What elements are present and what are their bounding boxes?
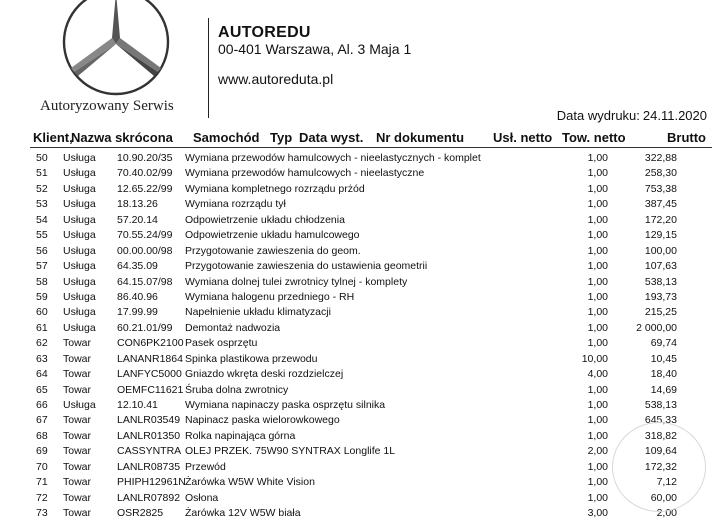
- row-code: LANLR07892: [117, 491, 181, 504]
- table-row: [0, 444, 719, 459]
- col-gross: Brutto: [667, 130, 706, 145]
- row-number: 58: [36, 275, 48, 288]
- row-quantity: 1,00: [587, 167, 608, 180]
- row-number: 66: [36, 399, 48, 411]
- row-quantity: 1,00: [587, 152, 608, 164]
- row-number: 70: [36, 460, 48, 473]
- row-type: Towar: [63, 337, 92, 350]
- row-type: Towar: [63, 383, 92, 396]
- table-row: [0, 213, 719, 228]
- row-type: Usługa: [63, 290, 96, 303]
- row-gross: 107,63: [644, 260, 677, 273]
- table-row: [0, 228, 719, 243]
- print-date-value: 24.11.2020: [642, 108, 707, 123]
- row-quantity: 1,00: [587, 213, 608, 226]
- row-number: 67: [36, 414, 48, 427]
- company-name: AUTOREDU: [218, 24, 311, 41]
- row-name: Odpowietrzenie układu chłodzenia: [185, 213, 345, 226]
- row-number: 51: [36, 167, 48, 180]
- row-number: 57: [36, 260, 48, 273]
- col-type: Typ: [270, 130, 293, 145]
- row-type: Usługa: [63, 167, 96, 180]
- row-code: 12.10.41: [117, 399, 158, 411]
- row-name: Pasek osprzętu: [185, 337, 258, 350]
- table-row: [0, 244, 719, 259]
- row-name: Przygotowanie zawieszenia do ustawienia geometrii: [185, 260, 428, 273]
- row-gross: 7,12: [656, 476, 677, 489]
- table-row: [0, 429, 719, 444]
- row-number: 60: [36, 306, 48, 319]
- row-number: 69: [36, 445, 48, 458]
- mercedes-star-logo: [56, 0, 176, 96]
- row-name: Gniazdo wkręta deski rozdzielczej: [185, 368, 344, 381]
- row-name: Przygotowanie zawieszenia do geom.: [185, 244, 361, 257]
- table-row: [0, 491, 719, 506]
- row-name: Spinka plastikowa przewodu: [185, 352, 318, 365]
- row-type: Towar: [63, 476, 92, 489]
- row-quantity: 10,00: [581, 352, 608, 365]
- header-underline: [30, 147, 712, 148]
- row-code: 70.55.24/99: [117, 229, 173, 242]
- row-quantity: 1,00: [587, 429, 608, 442]
- row-number: 62: [36, 337, 48, 350]
- row-code: CON6PK2100: [117, 337, 184, 350]
- row-number: 59: [36, 290, 48, 303]
- table-row: [0, 336, 719, 351]
- col-car: Samochód: [193, 130, 260, 145]
- row-number: 71: [36, 476, 48, 489]
- row-gross: 14,69: [650, 383, 677, 396]
- row-type: Usługa: [63, 198, 96, 211]
- row-name: Wymiana przewodów hamulcowych - nieelastyczne: [185, 167, 425, 180]
- row-code: CASSYNTRA: [117, 445, 182, 458]
- row-code: 64.15.07/98: [117, 275, 173, 288]
- row-gross: 2 000,00: [636, 321, 677, 334]
- table-row: [0, 197, 719, 212]
- row-number: 53: [36, 198, 48, 211]
- row-name: Wymiana kompletnego rozrządu prżód: [185, 182, 365, 195]
- row-gross: 538,13: [644, 399, 677, 411]
- row-name: Przewód: [185, 460, 226, 473]
- row-type: Usługa: [63, 182, 96, 195]
- row-number: 73: [36, 507, 48, 520]
- table-row: [0, 166, 719, 181]
- row-name: Napinacz paska wielorowkowego: [185, 414, 340, 427]
- table-row: [0, 275, 719, 290]
- row-number: 61: [36, 321, 48, 334]
- table-row: [0, 305, 719, 320]
- row-name: Osłona: [185, 491, 219, 504]
- row-code: 64.35.09: [117, 260, 158, 273]
- row-code: 86.40.96: [117, 290, 158, 303]
- row-quantity: 1,00: [587, 460, 608, 473]
- row-quantity: 1,00: [587, 399, 608, 411]
- row-gross: 318,82: [644, 429, 677, 442]
- row-code: 18.13.26: [117, 198, 158, 211]
- row-type: Usługa: [63, 321, 96, 334]
- col-goods-net: Tow. netto: [562, 130, 626, 145]
- row-type: Towar: [63, 460, 92, 473]
- row-name: Napełnienie układu klimatyzacji: [185, 306, 331, 319]
- row-type: Towar: [63, 507, 92, 520]
- table-row: [0, 290, 719, 305]
- row-quantity: 1,00: [587, 275, 608, 288]
- row-gross: 172,20: [644, 213, 677, 226]
- row-quantity: 1,00: [587, 383, 608, 396]
- row-name: Śruba dolna zwrotnicy: [185, 383, 289, 396]
- row-type: Usługa: [63, 152, 96, 164]
- header-divider: [208, 18, 209, 118]
- row-number: 68: [36, 429, 48, 442]
- row-code: OEMFC11621: [117, 383, 184, 396]
- table-row: [0, 352, 719, 367]
- row-quantity: 1,00: [587, 337, 608, 350]
- row-gross: 10,45: [650, 352, 677, 365]
- row-type: Usługa: [63, 260, 96, 273]
- row-gross: 109,64: [644, 445, 677, 458]
- col-service-net: Usł. netto: [493, 130, 553, 145]
- row-number: 54: [36, 213, 48, 226]
- row-code: 10.90.20/35: [117, 152, 173, 164]
- row-gross: 60,00: [650, 491, 677, 504]
- row-gross: 172,32: [644, 460, 677, 473]
- row-number: 52: [36, 182, 48, 195]
- row-type: Usługa: [63, 229, 96, 242]
- row-quantity: 1,00: [587, 414, 608, 427]
- row-gross: 645,33: [644, 414, 677, 427]
- row-name: OLEJ PRZEK. 75W90 SYNTRAX Longlife 1L: [185, 445, 396, 458]
- row-code: LANLR03549: [117, 414, 181, 427]
- row-quantity: 1,00: [587, 244, 608, 257]
- row-quantity: 3,00: [587, 507, 608, 520]
- row-quantity: 1,00: [587, 182, 608, 195]
- row-number: 63: [36, 352, 48, 365]
- row-code: 17.99.99: [117, 306, 158, 319]
- row-type: Usługa: [63, 244, 96, 257]
- row-quantity: 1,00: [587, 198, 608, 211]
- col-doc-no: Nr dokumentu: [376, 130, 465, 145]
- row-name: Wymiana przewodów hamulcowych - nieelastycznych - komplet: [185, 152, 481, 164]
- row-type: Towar: [63, 352, 92, 365]
- row-number: 64: [36, 368, 48, 381]
- row-code: PHIPH12961N: [117, 476, 186, 489]
- row-gross: 322,88: [644, 152, 677, 164]
- row-code: 57.20.14: [117, 213, 158, 226]
- table-row: [0, 383, 719, 398]
- row-quantity: 1,00: [587, 229, 608, 242]
- row-gross: 538,13: [644, 275, 677, 288]
- print-date: [554, 108, 707, 123]
- row-gross: 215,25: [644, 306, 677, 319]
- table-row: [0, 321, 719, 336]
- row-quantity: 1,00: [587, 306, 608, 319]
- row-gross: 753,38: [644, 182, 677, 195]
- row-name: Demontaż nadwozia: [185, 321, 281, 334]
- table-row: [0, 259, 719, 274]
- row-gross: 129,15: [644, 229, 677, 242]
- row-name: Wymiana rozrządu tył: [185, 198, 286, 211]
- row-type: Usługa: [63, 213, 96, 226]
- row-code: OSR2825: [117, 507, 164, 520]
- table-header: [0, 130, 719, 148]
- row-type: Usługa: [63, 275, 96, 288]
- row-number: 55: [36, 229, 48, 242]
- table-row: [0, 475, 719, 490]
- row-code: LANLR01350: [117, 429, 181, 442]
- row-name: Odpowietrzenie układu hamulcowego: [185, 229, 360, 242]
- row-number: 56: [36, 244, 48, 257]
- row-quantity: 1,00: [587, 476, 608, 489]
- row-type: Usługa: [63, 399, 96, 411]
- row-type: Towar: [63, 414, 92, 427]
- row-type: Towar: [63, 445, 92, 458]
- row-type: Towar: [63, 429, 92, 442]
- row-quantity: 1,00: [587, 491, 608, 504]
- row-gross: 258,30: [644, 167, 677, 180]
- print-date-label: Data wydruku:: [556, 108, 640, 123]
- row-name: Żarówka 12V W5W biała: [185, 507, 301, 520]
- logo-caption: Autoryzowany Serwis: [40, 98, 174, 114]
- col-client: Klient,: [33, 130, 73, 145]
- row-gross: 69,74: [650, 337, 677, 350]
- row-code: LANLR08735: [117, 460, 181, 473]
- row-code: LANANR1864: [117, 352, 183, 365]
- col-short-name: Nazwa skrócona: [71, 130, 173, 145]
- row-gross: 387,45: [644, 198, 677, 211]
- row-type: Usługa: [63, 306, 96, 319]
- row-gross: 193,73: [644, 290, 677, 303]
- table-row: [0, 506, 719, 521]
- row-code: 12.65.22/99: [117, 182, 173, 195]
- row-gross: 18,40: [650, 368, 677, 381]
- row-type: Towar: [63, 368, 92, 381]
- row-code: 60.21.01/99: [117, 321, 173, 334]
- table-row: [0, 182, 719, 197]
- row-number: 65: [36, 383, 48, 396]
- row-code: LANFYC5000: [117, 368, 182, 381]
- row-quantity: 1,00: [587, 260, 608, 273]
- row-name: Rolka napinająca górna: [185, 429, 296, 442]
- row-quantity: 2,00: [587, 445, 608, 458]
- company-address: 00-401 Warszawa, Al. 3 Maja 1: [218, 41, 412, 57]
- row-type: Towar: [63, 491, 92, 504]
- row-code: 70.40.02/99: [117, 167, 173, 180]
- table-row: [0, 398, 719, 413]
- row-name: Wymiana napinaczy paska osprzętu silnika: [185, 399, 386, 411]
- table-row: [0, 367, 719, 382]
- row-code: 00.00.00/98: [117, 244, 173, 257]
- col-issue-date: Data wyst.: [299, 130, 364, 145]
- row-number: 50: [36, 152, 48, 164]
- row-name: Żarówka W5W White Vision: [185, 476, 315, 489]
- table-row: [0, 413, 719, 428]
- row-quantity: 1,00: [587, 321, 608, 334]
- row-gross: 100,00: [644, 244, 677, 257]
- company-website: www.autoreduta.pl: [218, 71, 334, 87]
- row-number: 72: [36, 491, 48, 504]
- row-quantity: 4,00: [587, 368, 608, 381]
- row-name: Wymiana dolnej tulei zwrotnicy tylnej - komplety: [185, 275, 408, 288]
- row-name: Wymiana halogenu przedniego - RH: [185, 290, 355, 303]
- table-row: [0, 151, 719, 166]
- faint-stamp: [612, 422, 706, 512]
- row-quantity: 1,00: [587, 290, 608, 303]
- row-gross: 2,00: [656, 507, 677, 520]
